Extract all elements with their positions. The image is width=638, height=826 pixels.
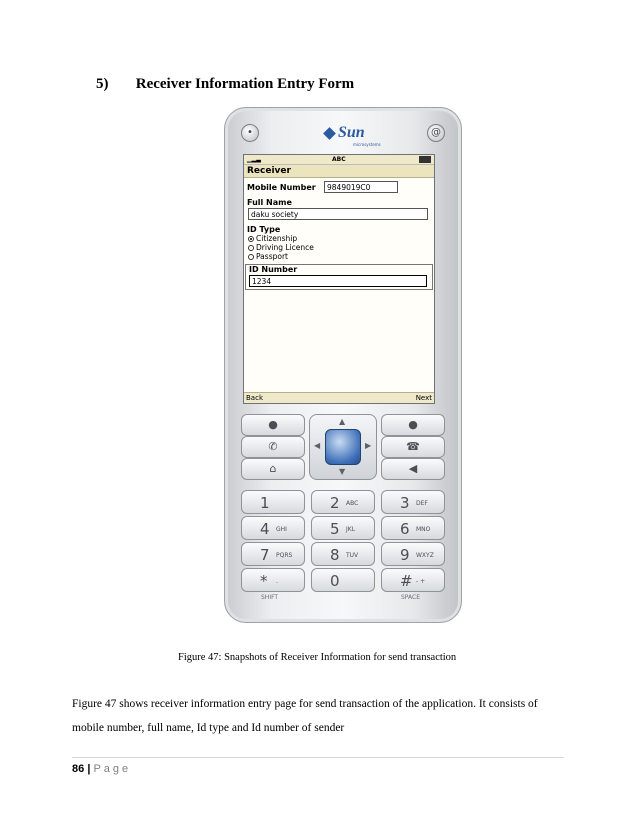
radio-unselected-icon: [248, 254, 254, 260]
mobile-label: Mobile Number: [247, 183, 316, 192]
phone-top-bar: [237, 118, 449, 148]
battery-icon: [419, 156, 431, 163]
section-heading: [96, 76, 354, 93]
input-mode: ABC: [332, 156, 346, 163]
left-softkey-button[interactable]: ●: [241, 414, 305, 436]
key-star[interactable]: * .: [241, 568, 305, 592]
body-paragraph: Figure 47 shows receiver information entry page for send transaction of the application. It consists of mobile number, full name, Id type and Id number of sender: [72, 698, 538, 734]
radio-unselected-icon: [248, 245, 254, 251]
key-4[interactable]: 4 GHI: [241, 516, 305, 540]
fullname-input[interactable]: daku society: [248, 208, 428, 220]
sun-diamond-icon: [323, 127, 336, 140]
down-arrow-icon[interactable]: ▼: [339, 467, 346, 476]
key-1[interactable]: 1: [241, 490, 305, 514]
dpad[interactable]: [309, 414, 377, 480]
key-8[interactable]: 8 TUV: [311, 542, 375, 566]
clear-button-icon[interactable]: ◀: [381, 458, 445, 480]
fullname-label: Full Name: [247, 198, 292, 207]
status-bar: [244, 155, 434, 165]
right-arrow-icon[interactable]: ▶: [365, 441, 372, 450]
idnumber-input[interactable]: 1234: [249, 275, 427, 287]
key-hash[interactable]: # - +: [381, 568, 445, 592]
radio-selected-icon: [248, 236, 254, 242]
page-number: 86: [72, 763, 85, 775]
call-button-icon[interactable]: ✆: [241, 436, 305, 458]
key-6[interactable]: 6 MNO: [381, 516, 445, 540]
phone-emulator: [224, 107, 462, 623]
end-call-button-icon[interactable]: ☎: [381, 436, 445, 458]
radio-driving-licence[interactable]: Driving Licence: [248, 243, 434, 252]
power-button-icon[interactable]: •: [241, 124, 259, 142]
key-2[interactable]: 2 ABC: [311, 490, 375, 514]
mobile-input[interactable]: 9849019C0: [324, 181, 398, 193]
softkey-next[interactable]: Next: [415, 394, 432, 402]
footer-separator: |: [87, 763, 91, 775]
key-3[interactable]: 3 DEF: [381, 490, 445, 514]
menu-button-icon[interactable]: @: [427, 124, 445, 142]
space-label: SPACE: [401, 594, 421, 601]
shift-label: SHIFT: [261, 594, 279, 601]
figure-caption: Figure 47: Snapshots of Receiver Information for send transaction: [178, 652, 457, 663]
right-softkey-button[interactable]: ●: [381, 414, 445, 436]
page-footer: [72, 763, 131, 775]
section-title: Receiver Information Entry Form: [135, 76, 355, 92]
sun-logo: Sun: [325, 124, 365, 142]
home-button-icon[interactable]: ⌂: [241, 458, 305, 480]
radio-citizenship[interactable]: Citizenship: [248, 234, 434, 243]
softkey-bar: [244, 392, 434, 403]
key-9[interactable]: 9 WXYZ: [381, 542, 445, 566]
select-button[interactable]: [325, 429, 361, 465]
key-7[interactable]: 7 PQRS: [241, 542, 305, 566]
sun-logo-sub: microsystems: [353, 142, 381, 147]
radio-passport[interactable]: Passport: [248, 252, 434, 261]
signal-icon: ▁▂▃: [247, 156, 261, 163]
mobile-row: [244, 181, 434, 195]
section-number: 5): [96, 76, 109, 92]
footer-divider: [72, 757, 564, 758]
left-arrow-icon[interactable]: ◀: [314, 441, 321, 450]
idnumber-label: ID Number: [249, 265, 298, 274]
key-5[interactable]: 5 JKL: [311, 516, 375, 540]
idnumber-group: [245, 264, 433, 290]
idtype-label: ID Type: [247, 225, 281, 234]
phone-screen: [243, 154, 435, 404]
page-word: Page: [93, 763, 132, 775]
key-0[interactable]: 0: [311, 568, 375, 592]
up-arrow-icon[interactable]: ▲: [339, 417, 346, 426]
softkey-back[interactable]: Back: [246, 394, 263, 402]
screen-title: Receiver: [244, 165, 434, 178]
